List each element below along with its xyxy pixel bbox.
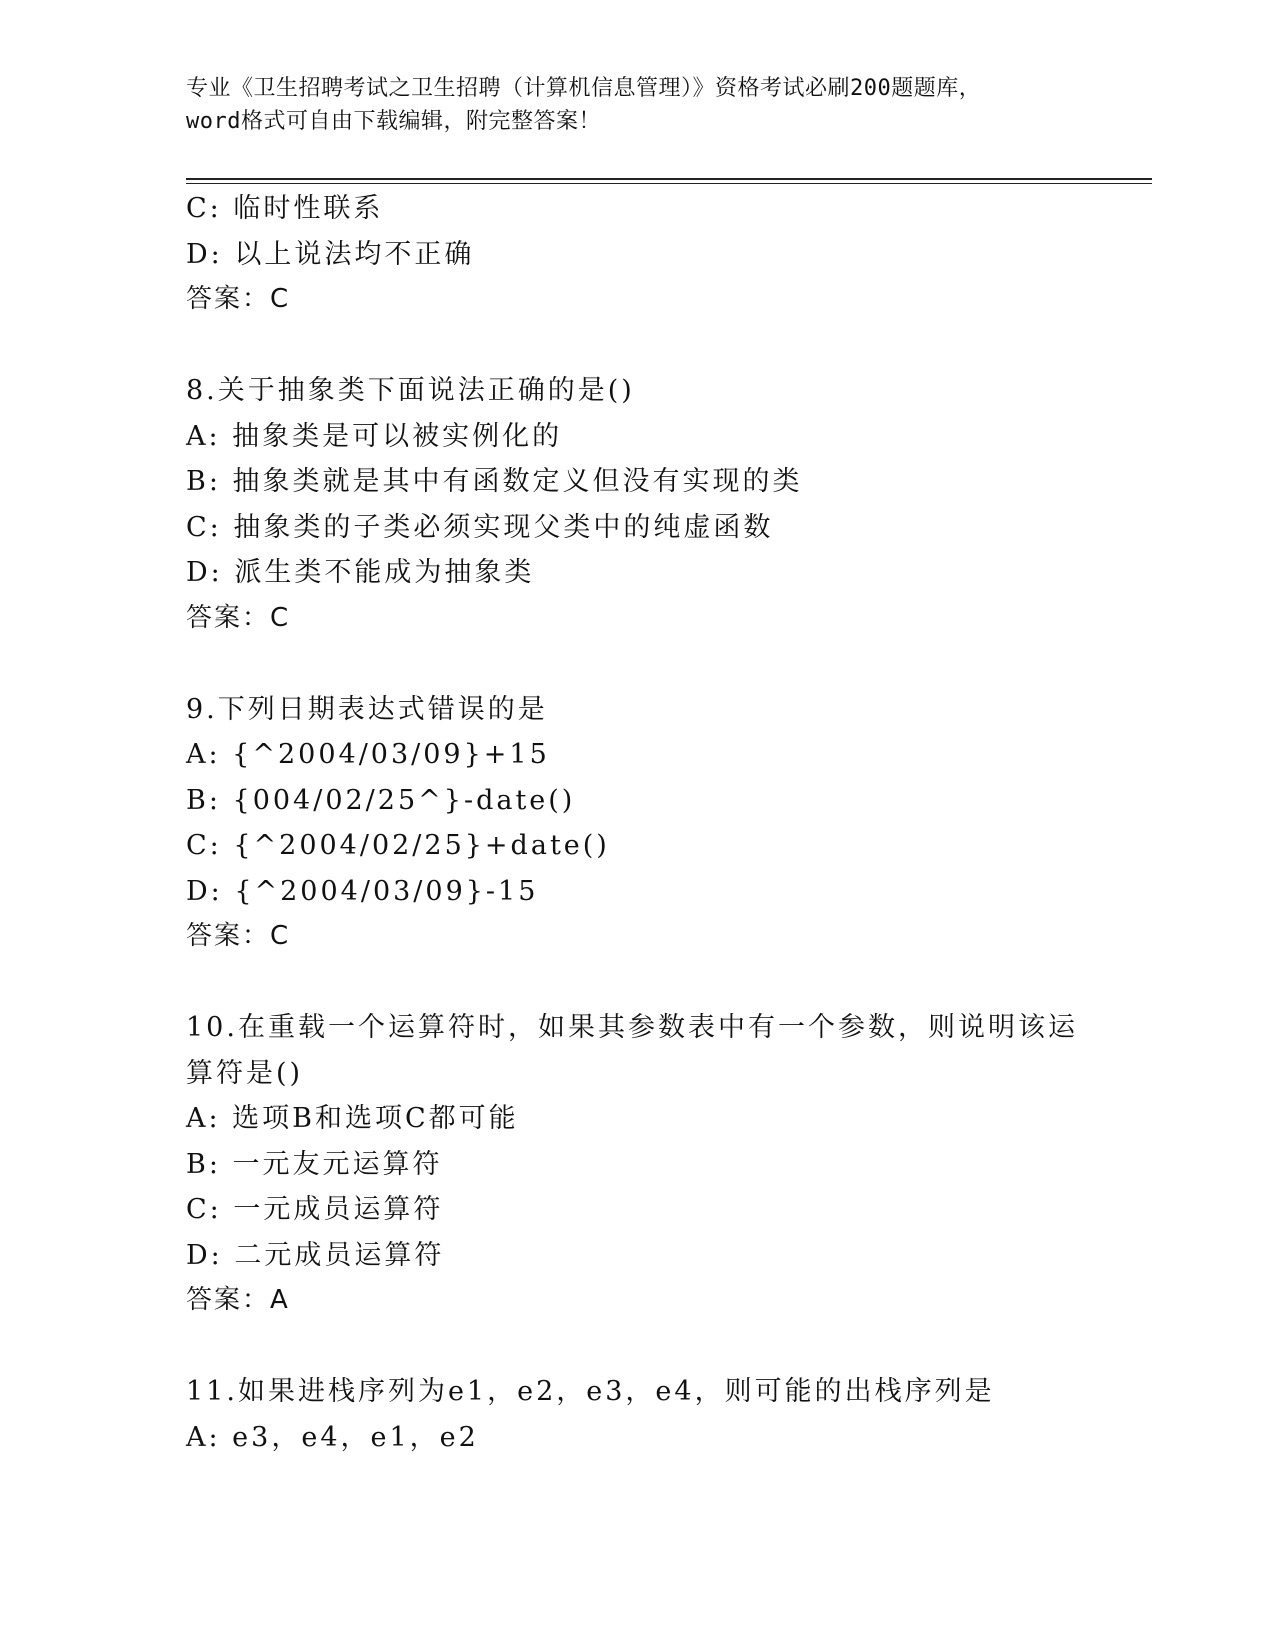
question-title: 8.关于抽象类下面说法正确的是() — [186, 375, 635, 406]
option-c: C: {^2004/02/25}+date() — [186, 830, 610, 861]
option-b: B: {004/02/25^}-date() — [186, 784, 576, 816]
option-a: A: 抽象类是可以被实例化的 — [186, 420, 563, 452]
option-c: C: 一元成员运算符 — [186, 1194, 444, 1225]
question-list — [186, 186, 1086, 1460]
option-b: B: 抽象类就是其中有函数定义但没有实现的类 — [186, 466, 803, 497]
header-line-1: 专业《卫生招聘考试之卫生招聘（计算机信息管理）》资格考试必刷200题题库， — [186, 76, 982, 101]
option-c: C: 临时性联系 — [186, 193, 384, 224]
option-c: C: 抽象类的子类必须实现父类中的纯虚函数 — [186, 511, 774, 543]
option-d: D: 以上说法均不正确 — [186, 238, 475, 270]
answer-text: 答案：C — [186, 284, 291, 314]
question-7-continuation — [186, 186, 1086, 323]
answer-text: 答案：C — [186, 602, 291, 633]
answer-text: 答案：A — [186, 1285, 290, 1315]
option-a: A: e3，e4，e1，e2 — [186, 1421, 479, 1453]
spacer — [186, 323, 1086, 369]
header-divider — [186, 178, 1152, 184]
question-11 — [186, 1369, 1086, 1460]
question-title: 10.在重载一个运算符时，如果其参数表中有一个参数，则说明该运算符是() — [186, 1012, 1078, 1089]
question-title: 9.下列日期表达式错误的是 — [186, 693, 548, 725]
spacer — [186, 960, 1086, 1006]
option-d: D: 派生类不能成为抽象类 — [186, 557, 535, 588]
header-line-2: word格式可自由下载编辑，附完整答案！ — [186, 109, 601, 134]
answer-text: 答案：C — [186, 921, 291, 951]
question-10 — [186, 1005, 1086, 1324]
option-d: D: 二元成员运算符 — [186, 1239, 445, 1271]
option-a: A: {^2004/03/09}+15 — [186, 739, 550, 770]
question-title: 11.如果进栈序列为e1，e2，e3，e4，则可能的出栈序列是 — [186, 1376, 995, 1407]
question-9 — [186, 687, 1086, 960]
document-header — [186, 72, 1086, 138]
option-d: D: {^2004/03/09}-15 — [186, 875, 539, 907]
spacer — [186, 1324, 1086, 1370]
spacer — [186, 641, 1086, 687]
option-a: A: 选项B和选项C都可能 — [186, 1103, 519, 1134]
option-b: B: 一元友元运算符 — [186, 1148, 443, 1180]
question-8 — [186, 368, 1086, 641]
